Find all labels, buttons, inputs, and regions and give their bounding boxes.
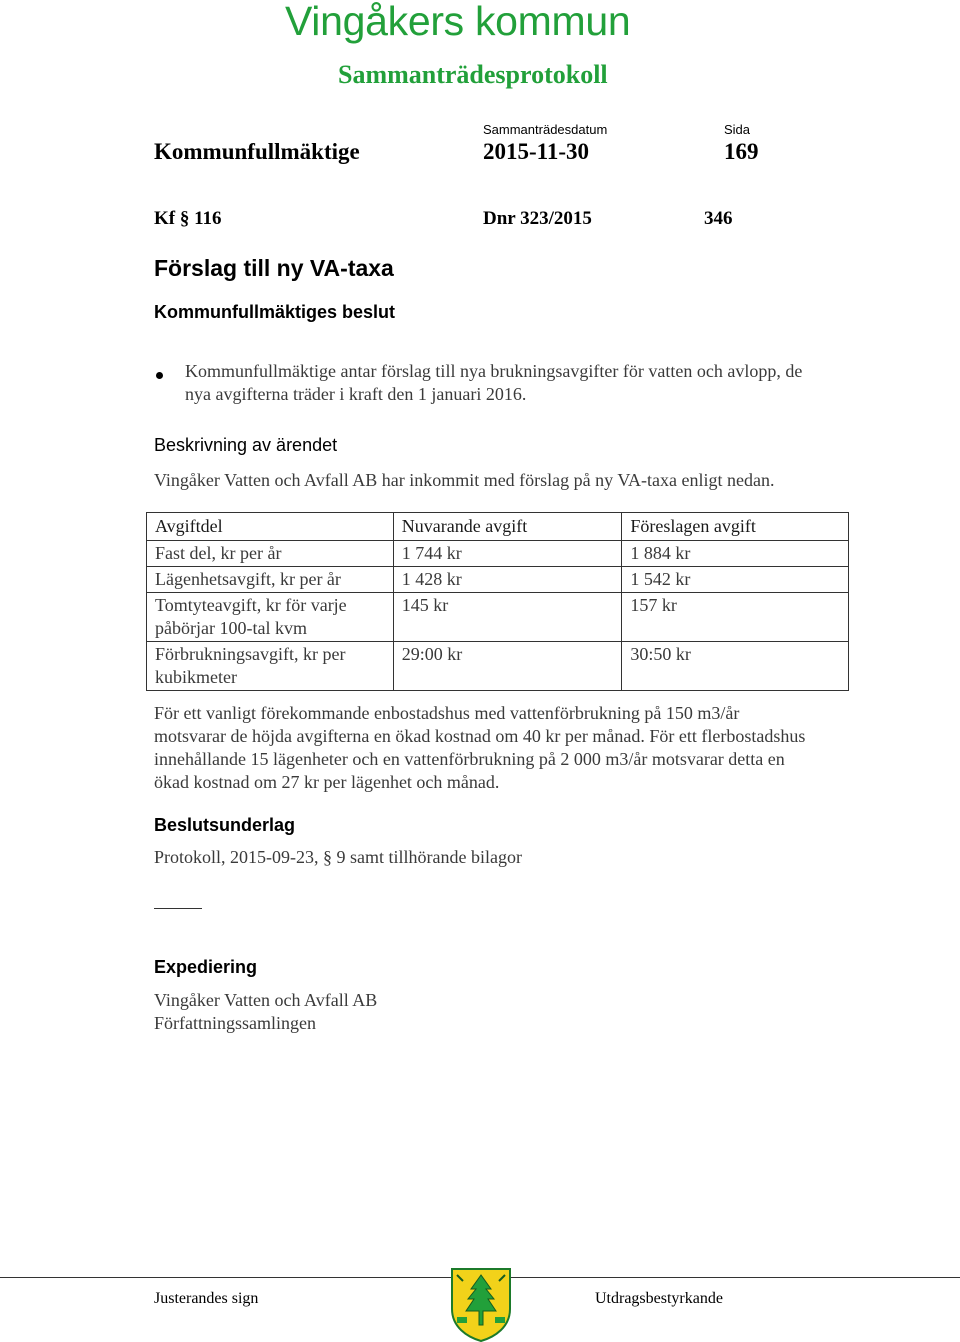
decision-line-2: nya avgifterna träder i kraft den 1 januari 2016. xyxy=(185,384,527,404)
fee-proposed: 1 884 kr xyxy=(622,541,849,567)
coat-of-arms-icon xyxy=(449,1267,513,1342)
description-heading: Beskrivning av ärendet xyxy=(154,435,338,455)
decision-text xyxy=(185,360,802,406)
dispatch-item: Författningssamlingen xyxy=(154,1013,316,1033)
fee-part-line-1: Förbrukningsavgift, kr per xyxy=(155,644,346,664)
example-line-2: motsvarar de höjda avgifterna en ökad kostnad om 40 kr per månad. För ett flerbostadshus xyxy=(154,726,806,746)
fee-current: 145 kr xyxy=(393,593,622,642)
fee-proposed: 30:50 kr xyxy=(622,642,849,691)
fee-part xyxy=(147,642,394,691)
example-paragraph xyxy=(154,702,805,794)
meeting-date: 2015-11-30 xyxy=(483,139,590,164)
fee-current: 1 744 kr xyxy=(393,541,622,567)
fee-current: 29:00 kr xyxy=(393,642,622,691)
basis-text: Protokoll, 2015-09-23, § 9 samt tillhörande bilagor xyxy=(154,847,522,867)
paragraph-ref: Kf § 116 xyxy=(154,208,222,229)
fee-table-header xyxy=(147,513,849,541)
description-intro: Vingåker Vatten och Avfall AB har inkommit med förslag på ny VA-taxa enligt nedan. xyxy=(154,470,775,490)
dnr-ref: Dnr 323/2015 xyxy=(483,208,592,229)
header-proposed: Föreslagen avgift xyxy=(622,513,849,541)
table-row xyxy=(147,541,849,567)
example-line-4: ökad kostnad om 27 kr per lägenhet och månad. xyxy=(154,772,500,792)
footer-left: Justerandes sign xyxy=(154,1290,259,1307)
fee-part-line-2: kubikmeter xyxy=(155,667,237,687)
bullet-icon xyxy=(156,372,163,379)
example-line-3: innehållande 15 lägenheter och en vattenförbrukning på 2 000 m3/år motsvarar detta en xyxy=(154,749,785,769)
case-number: 346 xyxy=(704,208,733,229)
header-part: Avgiftdel xyxy=(147,513,394,541)
basis-heading: Beslutsunderlag xyxy=(154,815,296,835)
fee-part-line-1: Tomtyteavgift, kr för varje xyxy=(155,595,347,615)
page-title: Förslag till ny VA-taxa xyxy=(154,255,394,281)
header-current: Nuvarande avgift xyxy=(393,513,622,541)
fee-part: Lägenhetsavgift, kr per år xyxy=(147,567,394,593)
table-row xyxy=(147,642,849,691)
decision-heading: Kommunfullmäktiges beslut xyxy=(154,302,396,322)
fee-part: Fast del, kr per år xyxy=(147,541,394,567)
separator-line xyxy=(154,908,202,909)
fee-table xyxy=(146,512,849,691)
footer-right: Utdragsbestyrkande xyxy=(595,1290,723,1307)
fee-proposed: 157 kr xyxy=(622,593,849,642)
body-name: Kommunfullmäktige xyxy=(154,139,360,164)
dispatch-item: Vingåker Vatten och Avfall AB xyxy=(154,990,378,1010)
doc-type: Sammanträdesprotokoll xyxy=(338,60,608,89)
fee-part-line-2: påbörjar 100-tal kvm xyxy=(155,618,307,638)
dispatch-list xyxy=(154,989,377,1035)
fee-proposed: 1 542 kr xyxy=(622,567,849,593)
page-number: 169 xyxy=(724,139,759,164)
table-row xyxy=(147,593,849,642)
date-label: Sammanträdesdatum xyxy=(483,122,608,137)
example-line-1: För ett vanligt förekommande enbostadshus med vattenförbrukning på 150 m3/år xyxy=(154,703,740,723)
page-label: Sida xyxy=(724,122,751,137)
decision-line-1: Kommunfullmäktige antar förslag till nya brukningsavgifter för vatten och avlopp, de xyxy=(185,361,803,381)
org-name: Vingåkers kommun xyxy=(285,0,631,44)
fee-current: 1 428 kr xyxy=(393,567,622,593)
table-row xyxy=(147,567,849,593)
fee-part xyxy=(147,593,394,642)
dispatch-heading: Expediering xyxy=(154,957,258,977)
